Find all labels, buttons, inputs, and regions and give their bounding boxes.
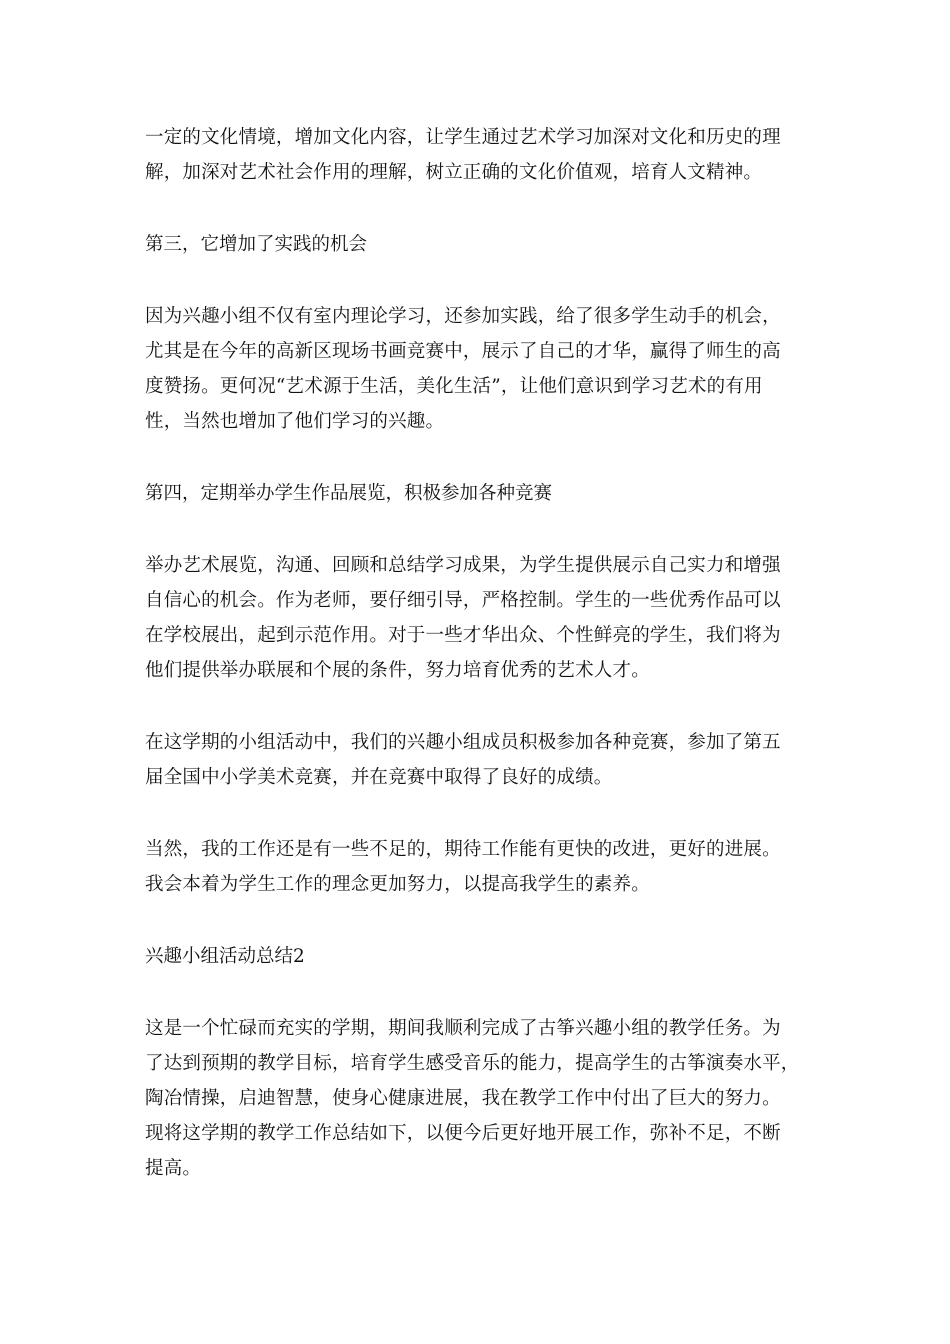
text-line: 尤其是在今年的高新区现场书画竞赛中，展示了自己的才华，赢得了师生的高 <box>145 341 781 362</box>
paragraph-exhibition <box>145 548 815 688</box>
document-body <box>145 120 815 1223</box>
paragraph-shortcomings <box>145 832 815 902</box>
text-line: 自信心的机会。作为老师，要仔细引导，严格控制。学生的一些优秀作品可以 <box>145 590 781 611</box>
text-line: 当然，我的工作还是有一些不足的，期待工作能有更快的改进，更好的进展。 <box>145 839 781 860</box>
heading-third-point <box>145 227 815 262</box>
text-line: 在学校展出，起到示范作用。对于一些才华出众、个性鲜亮的学生，我们将为 <box>145 625 781 646</box>
text-line: 现将这学期的教学工作总结如下，以便今后更好地开展工作，弥补不足，不断 <box>145 1123 781 1144</box>
heading-summary-2 <box>145 939 815 974</box>
text-line: 解，加深对艺术社会作用的理解，树立正确的文化价值观，培育人文精神。 <box>145 162 763 183</box>
text-line: 届全国中小学美术竞赛，并在竞赛中取得了良好的成绩。 <box>145 767 613 788</box>
text-line: 提高。 <box>145 1158 202 1179</box>
heading-text: 兴趣小组活动总结2 <box>145 946 305 967</box>
text-line: 我会本着为学生工作的理念更加努力，以提高我学生的素养。 <box>145 874 650 895</box>
text-line: 他们提供举办联展和个展的条件，努力培育优秀的艺术人才。 <box>145 660 650 681</box>
paragraph-practice <box>145 299 815 439</box>
text-line: 了达到预期的教学目标，培育学生感受音乐的能力，提高学生的古筝演奏水平， <box>145 1053 800 1074</box>
text-line: 度赞扬。更何况“艺术源于生活，美化生活”，让他们意识到学习艺术的有用 <box>145 376 763 397</box>
text-line: 在这学期的小组活动中，我们的兴趣小组成员积极参加各种竞赛，参加了第五 <box>145 732 781 753</box>
paragraph-competition <box>145 725 815 795</box>
text-line: 性，当然也增加了他们学习的兴趣。 <box>145 411 445 432</box>
text-line: 举办艺术展览，沟通、回顾和总结学习成果，为学生提供展示自己实力和增强 <box>145 555 781 576</box>
heading-text: 第三，它增加了实践的机会 <box>145 234 368 255</box>
text-line: 因为兴趣小组不仅有室内理论学习，还参加实践，给了很多学生动手的机会， <box>145 306 781 327</box>
paragraph-guzheng-semester <box>145 1011 815 1186</box>
text-line: 一定的文化情境，增加文化内容，让学生通过艺术学习加深对文化和历史的理 <box>145 127 781 148</box>
paragraph-culture-context <box>145 120 815 190</box>
text-line: 陶冶情操，启迪智慧，使身心健康进展，我在教学工作中付出了巨大的努力。 <box>145 1088 781 1109</box>
text-line: 这是一个忙碌而充实的学期，期间我顺利完成了古筝兴趣小组的教学任务。为 <box>145 1018 781 1039</box>
heading-text: 第四，定期举办学生作品展览，积极参加各种竞赛 <box>145 483 553 504</box>
heading-fourth-point <box>145 476 815 511</box>
